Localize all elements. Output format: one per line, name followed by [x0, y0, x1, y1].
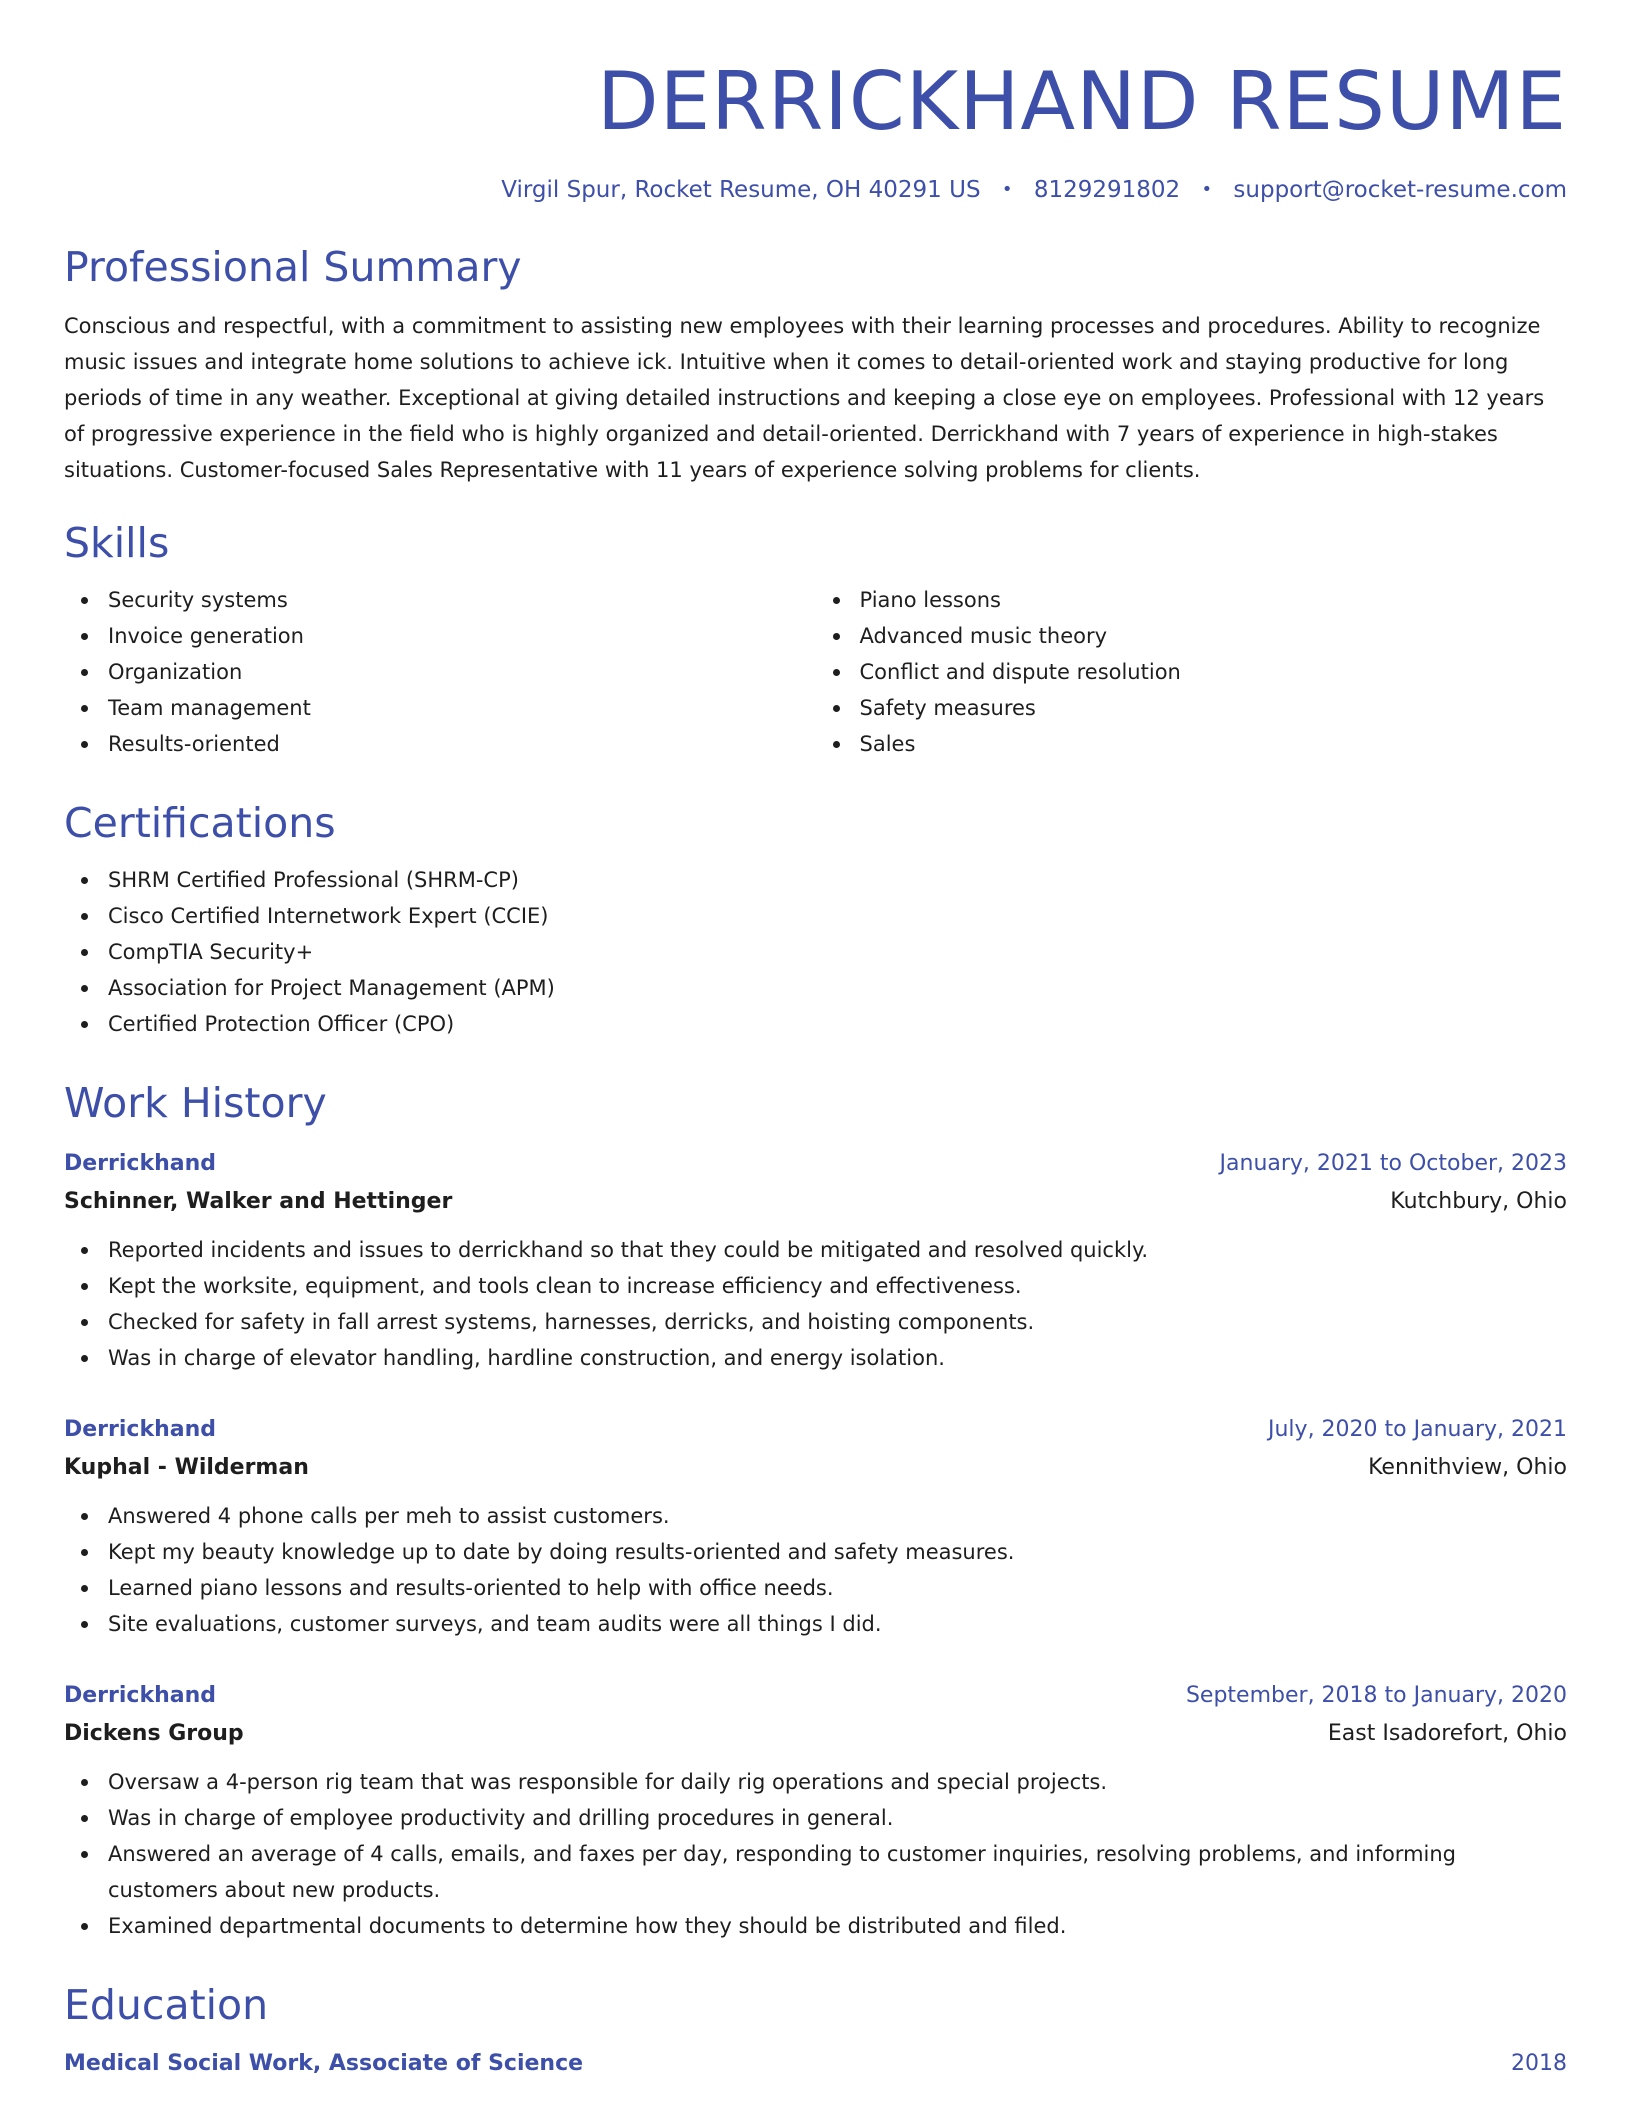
job-bullet: Kept my beauty knowledge up to date by doing results-oriented and safety measures. — [108, 1534, 1567, 1570]
education-entry — [64, 2046, 1567, 2082]
summary-text: Conscious and respectful, with a commitment to assisting new employees with their learning processes and procedures. Ability to recognize music issues and integrate home solutions to achieve ick. Intuitive when it comes to detail-oriented work and staying productive for long periods of time in any weather. Exceptional at giving detailed instructions and keeping a close eye on employees. Professional with 12 years of progressive experience in the field who is highly organized and detail-oriented. Derrickhand with 7 years of experience in high-stakes situations. Customer-focused Sales Representative with 11 years of experience solving problems for clients. — [64, 314, 1545, 482]
resume-page — [64, 0, 1567, 2082]
education-year: 2018 — [1511, 2051, 1567, 2076]
job-entry — [64, 1678, 1567, 1944]
job-company: Kuphal - Wilderman — [64, 1455, 309, 1480]
education-heading: Education — [64, 1981, 269, 2029]
skill-item: Advanced music theory — [860, 618, 1568, 654]
contact-line — [64, 174, 1567, 206]
skills-column-right — [816, 582, 1568, 762]
skill-item: Team management — [108, 690, 816, 726]
job-bullets — [64, 1764, 1567, 1944]
job-bullets — [64, 1498, 1567, 1642]
job-dates: July, 2020 to January, 2021 — [1268, 1417, 1567, 1442]
job-bullet: Site evaluations, customer surveys, and team audits were all things I did. — [108, 1606, 1567, 1642]
job-bullets — [64, 1232, 1567, 1376]
job-location: Kutchbury, Ohio — [1390, 1189, 1567, 1214]
certification-item: SHRM Certified Professional (SHRM-CP) — [108, 862, 1567, 898]
job-bullet: Learned piano lessons and results-oriented to help with office needs. — [108, 1570, 1567, 1606]
job-entry — [64, 1412, 1567, 1642]
job-bullet: Kept the worksite, equipment, and tools clean to increase efficiency and effectiveness. — [108, 1268, 1567, 1304]
skill-item: Organization — [108, 654, 816, 690]
job-header-row — [64, 1412, 1567, 1448]
job-company: Schinner, Walker and Hettinger — [64, 1189, 453, 1214]
skill-item: Conflict and dispute resolution — [860, 654, 1568, 690]
contact-separator: • — [1201, 179, 1213, 200]
resume-header — [64, 0, 1567, 206]
contact-address: Virgil Spur, Rocket Resume, OH 40291 US — [501, 177, 981, 203]
job-bullet: Answered 4 phone calls per meh to assist customers. — [108, 1498, 1567, 1534]
summary-heading: Professional Summary — [64, 243, 522, 291]
job-title: Derrickhand — [64, 1683, 217, 1708]
job-company-row — [64, 1714, 1567, 1754]
certification-item: Association for Project Management (APM) — [108, 970, 1567, 1006]
job-location: East Isadorefort, Ohio — [1327, 1721, 1567, 1746]
job-bullet: Was in charge of elevator handling, hardline construction, and energy isolation. — [108, 1340, 1567, 1376]
skill-item: Piano lessons — [860, 582, 1568, 618]
contact-separator: • — [1001, 179, 1013, 200]
job-bullet: Examined departmental documents to determine how they should be distributed and filed. — [108, 1908, 1567, 1944]
job-bullet: Reported incidents and issues to derrickhand so that they could be mitigated and resolved quickly. — [108, 1232, 1567, 1268]
skills-list — [64, 582, 1567, 762]
work-history-heading: Work History — [64, 1079, 327, 1127]
job-bullet: Checked for safety in fall arrest systems, harnesses, derricks, and hoisting components. — [108, 1304, 1567, 1340]
job-title: Derrickhand — [64, 1151, 217, 1176]
skill-item: Results-oriented — [108, 726, 816, 762]
certification-item: Certified Protection Officer (CPO) — [108, 1006, 1567, 1042]
skill-item: Sales — [860, 726, 1568, 762]
resume-name: DERRICKHAND RESUME — [596, 55, 1567, 148]
job-entry — [64, 1146, 1567, 1376]
certifications-heading: Certifications — [64, 799, 336, 847]
job-company: Dickens Group — [64, 1721, 244, 1746]
job-header-row — [64, 1146, 1567, 1182]
job-dates: September, 2018 to January, 2020 — [1185, 1683, 1567, 1708]
job-bullet: Answered an average of 4 calls, emails, and faxes per day, responding to customer inquiries, resolving problems, and informing customers about new products. — [108, 1836, 1567, 1908]
job-company-row — [64, 1182, 1567, 1222]
contact-phone[interactable]: 8129291802 — [1033, 177, 1181, 203]
job-company-row — [64, 1448, 1567, 1488]
skills-heading: Skills — [64, 519, 170, 567]
skill-item: Security systems — [108, 582, 816, 618]
certification-item: Cisco Certified Internetwork Expert (CCIE) — [108, 898, 1567, 934]
job-bullet: Oversaw a 4-person rig team that was responsible for daily rig operations and special projects. — [108, 1764, 1567, 1800]
certification-item: CompTIA Security+ — [108, 934, 1567, 970]
job-header-row — [64, 1678, 1567, 1714]
skills-column-left — [64, 582, 816, 762]
certifications-list — [64, 862, 1567, 1042]
education-degree: Medical Social Work, Associate of Science — [64, 2051, 584, 2076]
skill-item: Invoice generation — [108, 618, 816, 654]
job-bullet: Was in charge of employee productivity and drilling procedures in general. — [108, 1800, 1567, 1836]
job-title: Derrickhand — [64, 1417, 217, 1442]
job-location: Kennithview, Ohio — [1368, 1455, 1567, 1480]
job-dates: January, 2021 to October, 2023 — [1219, 1151, 1567, 1176]
skill-item: Safety measures — [860, 690, 1568, 726]
contact-email[interactable]: support@rocket-resume.com — [1233, 177, 1567, 203]
